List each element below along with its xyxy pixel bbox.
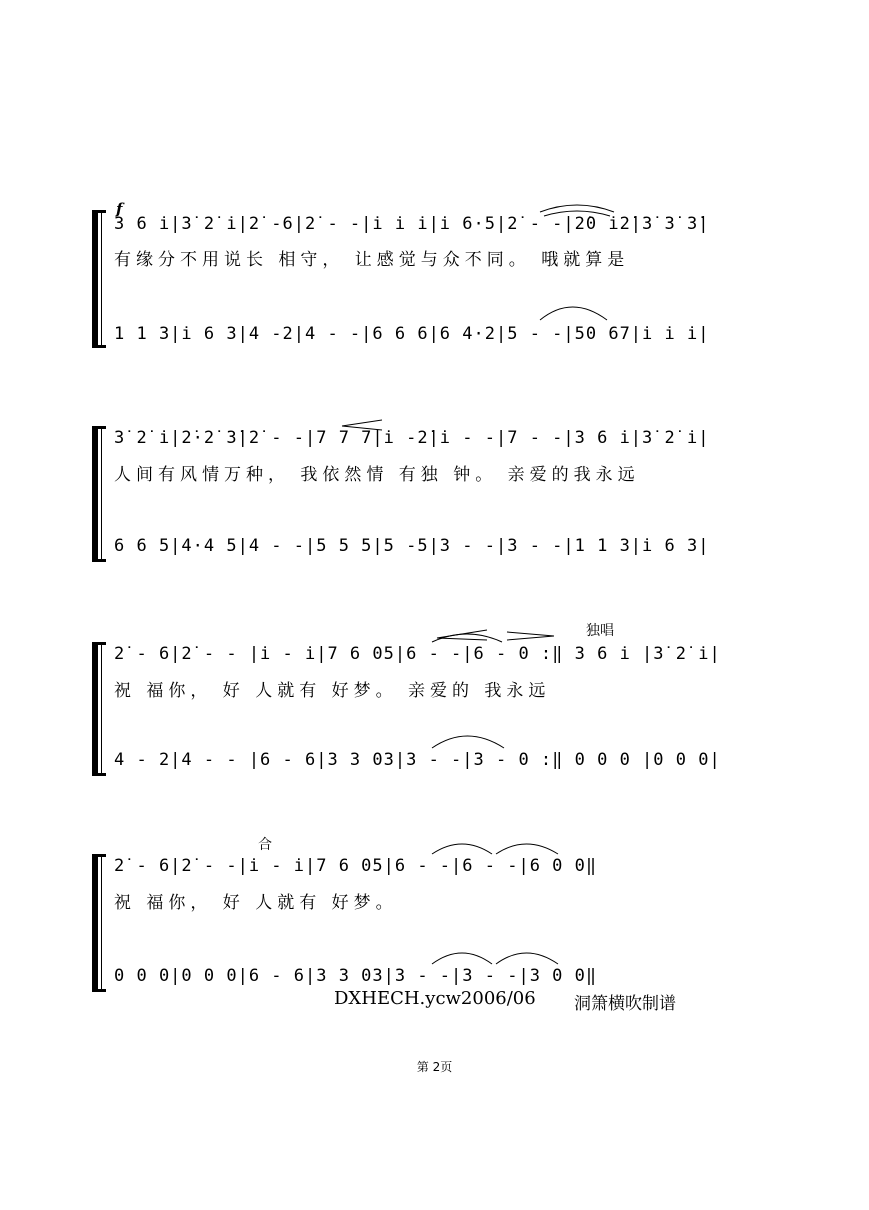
- lower-part-notes: 0 0 0|0 0 0|6 - 6|3 3 03|3 - -|3 - -|3 0 0‖: [114, 966, 598, 986]
- lyrics-line: 有缘分不用说长 相守， 让感觉与众不同。 哦就算是: [114, 250, 630, 270]
- lyrics-line: 祝 福你， 好 人就有 好梦。 亲爱的 我永远: [114, 681, 551, 701]
- system-bracket: [92, 642, 98, 776]
- score-system-3: [92, 620, 752, 780]
- score-author: 洞箫横吹制谱: [574, 994, 676, 1014]
- lower-part-notes: 1 1 3|i̇ 6 3|4 -2|4 - -|6 6 6|6 4·2|5 - -|50 67|i̇ i̇ i̇|: [114, 324, 710, 344]
- score-system-1: [92, 200, 752, 352]
- upper-part-notes: 2̇ - 6|2̇ - -|i̇ - i̇|7 6 05|6 - -|6 - -|6 0 0‖: [114, 856, 598, 876]
- system-line: [101, 854, 102, 992]
- lower-part-notes: 4 - 2|4 - - |6 - 6|3 3 03|3 - -|3 - 0 :‖ 0 0 0 |0 0 0|: [114, 750, 721, 770]
- upper-part-notes: 2̇ - 6|2̇ - - |i̇ - i̇|7 6 05|6 - -|6 - 0 :‖ 3 6 i̇ |3̇ 2̇ i̇|: [114, 644, 721, 664]
- system-line: [101, 426, 102, 562]
- score-system-4: [92, 832, 752, 996]
- system-bracket: [92, 210, 98, 348]
- system-bracket: [92, 426, 98, 562]
- system-line: [101, 642, 102, 776]
- lower-part-notes: 6 6 5|4·4 5|4 - -|5 5 5|5 -5|3 - -|3 - -|1 1 3|i̇ 6 3|: [114, 536, 710, 556]
- score-code: DXHECH.ycw2006/06: [334, 988, 536, 1009]
- lyrics-line: 人间有风情万种， 我依然情 有独 钟。 亲爱的我永远: [114, 465, 640, 485]
- upper-part-notes: 3 6 i̇|3̇ 2̇ i̇|2̇ -6|2̇ - -|i̇ i̇ i̇|i̇ 6·5|2̇ - -|2̇0 i̇2̇|3̇ 3̇ 3̇|: [114, 214, 710, 234]
- score-system-2: [92, 416, 752, 566]
- system-line: [101, 210, 102, 348]
- upper-part-notes: 3̇ 2̇ i̇|2̇·2̇ 3̇|2̇ - -|7 7 7|i̇ -2̇|i̇ - -|7 - -|3 6 i̇|3̇ 2̇ i̇|: [114, 428, 710, 448]
- system-bracket: [92, 854, 98, 992]
- lyrics-line: 祝 福你， 好 人就有 好梦。: [114, 893, 398, 913]
- chorus-marking: 合: [258, 837, 272, 853]
- dynamic-mark: f: [116, 200, 123, 218]
- page-number: 第 2页: [416, 1060, 453, 1074]
- solo-marking: 独唱: [586, 623, 614, 639]
